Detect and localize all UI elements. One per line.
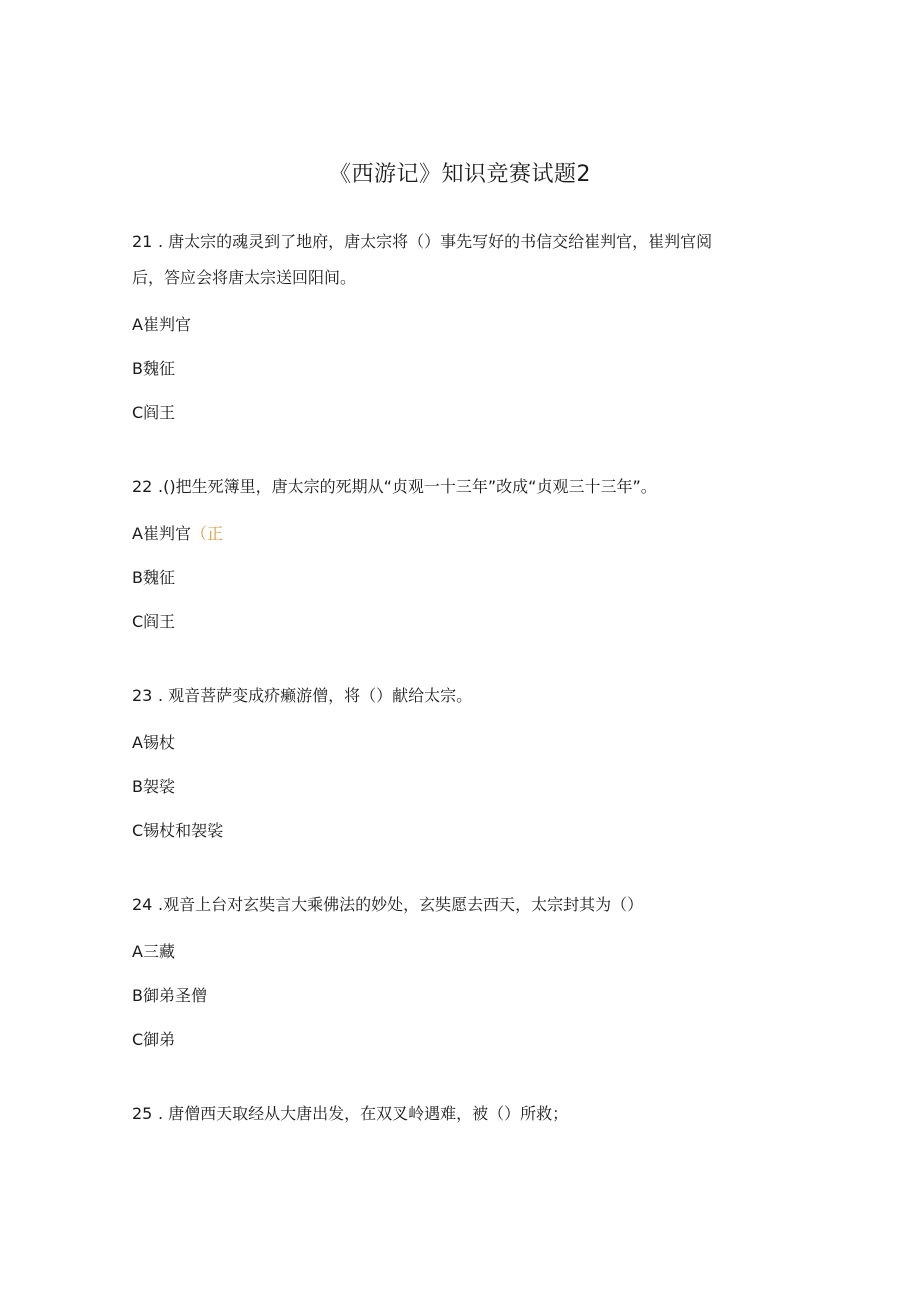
option-c: C阎王 — [132, 403, 176, 422]
option-b: B魏征 — [132, 359, 175, 378]
option-b: B御弟圣僧 — [132, 986, 207, 1005]
question-number: 24 — [132, 895, 153, 914]
question-21 — [132, 231, 712, 253]
option-text: A崔判官 — [132, 524, 191, 543]
option-b: B魏征 — [132, 568, 175, 587]
question-24 — [132, 894, 643, 916]
option-a — [132, 523, 223, 545]
option-c: C阎王 — [132, 612, 176, 631]
document-title: 《西游记》知识竞赛试题2 — [329, 162, 591, 187]
option-c: C御弟 — [132, 1030, 176, 1049]
question-22 — [132, 476, 657, 498]
option-b: B袈裟 — [132, 777, 175, 796]
option-a: A崔判官 — [132, 315, 191, 334]
option-c: C锡杖和袈裟 — [132, 821, 224, 840]
option-a: A三藏 — [132, 942, 175, 961]
question-number: 22 — [132, 477, 153, 496]
question-number: 25 — [132, 1104, 153, 1123]
question-text: .()把生死簿里，唐太宗的死期从“贞观一十三年”改成“贞观三十三年”。 — [158, 477, 657, 496]
question-text: . 唐僧西天取经从大唐出发，在双叉岭遇难，被（）所救； — [158, 1104, 569, 1123]
question-number: 21 — [132, 232, 153, 251]
question-text: . 唐太宗的魂灵到了地府，唐太宗将（）事先写好的书信交给崔判官，崔判官阅 — [158, 232, 713, 251]
question-21-continuation: 后，答应会将唐太宗送回阳间。 — [132, 268, 357, 287]
question-text: .观音上台对玄奘言大乘佛法的妙处，玄奘愿去西天，太宗封其为（） — [158, 895, 644, 914]
question-text: . 观音菩萨变成疥癞游僧，将（）献给太宗。 — [158, 686, 473, 705]
question-number: 23 — [132, 686, 153, 705]
question-25 — [132, 1103, 568, 1125]
question-23 — [132, 685, 472, 707]
option-a: A锡杖 — [132, 733, 175, 752]
answer-mark: （正 — [190, 524, 223, 543]
